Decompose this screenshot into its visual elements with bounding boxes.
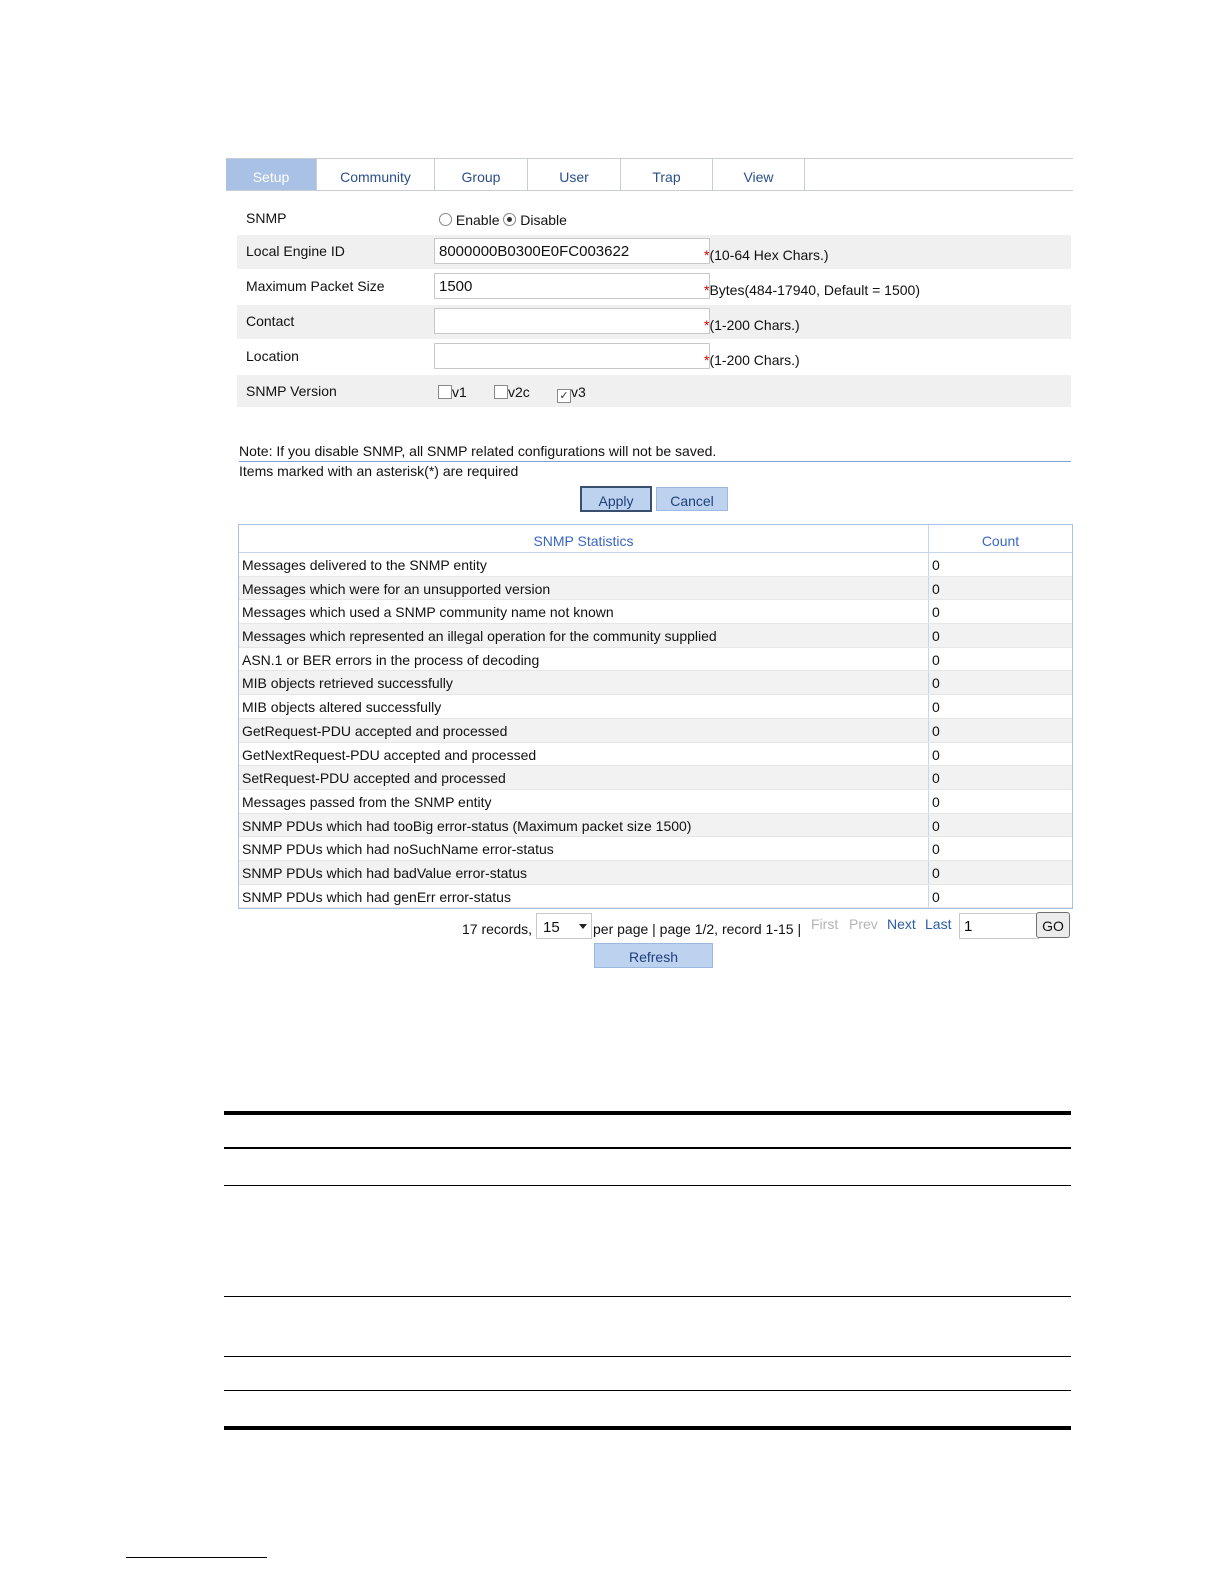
engine-id-hint bbox=[704, 247, 829, 263]
engine-id-hint-text: (10-64 Hex Chars.) bbox=[709, 247, 829, 263]
stat-label: MIB objects retrieved successfully bbox=[242, 675, 453, 692]
per-page-select[interactable] bbox=[536, 913, 592, 939]
stat-count: 0 bbox=[928, 553, 940, 576]
v2c-option bbox=[494, 384, 530, 400]
engine-id-input[interactable] bbox=[434, 238, 710, 264]
chevron-down-icon bbox=[579, 924, 587, 929]
contact-row bbox=[237, 305, 1071, 339]
table-header bbox=[239, 525, 1072, 553]
table-body bbox=[239, 553, 1072, 908]
prev-page-link[interactable]: Prev bbox=[849, 916, 878, 932]
tab-user[interactable]: User bbox=[528, 159, 621, 190]
table-row bbox=[239, 861, 1072, 885]
max-packet-hint-text: Bytes(484-17940, Default = 1500) bbox=[709, 282, 920, 298]
table-top-rule bbox=[224, 1111, 1071, 1115]
required-asterisk: * bbox=[704, 352, 710, 368]
stat-label: SetRequest-PDU accepted and processed bbox=[242, 770, 506, 787]
max-packet-label: Maximum Packet Size bbox=[246, 278, 385, 294]
table-row bbox=[239, 553, 1072, 577]
table-row-rule bbox=[224, 1185, 1071, 1186]
snmp-version-row bbox=[237, 375, 1071, 407]
snmp-label: SNMP bbox=[246, 210, 287, 226]
stat-count: 0 bbox=[928, 814, 940, 837]
stat-count: 0 bbox=[928, 648, 940, 671]
snmp-row bbox=[237, 202, 1071, 236]
engine-id-label: Local Engine ID bbox=[246, 243, 345, 259]
v3-option bbox=[557, 384, 586, 403]
stat-label: GetRequest-PDU accepted and processed bbox=[242, 722, 508, 739]
stat-label: Messages which represented an illegal operation for the community supplied bbox=[242, 628, 717, 645]
stat-count: 0 bbox=[928, 790, 940, 813]
table-row bbox=[239, 577, 1072, 601]
stat-label: SNMP PDUs which had noSuchName error-status bbox=[242, 841, 554, 858]
table-row bbox=[239, 814, 1072, 838]
snmp-statistics-table bbox=[238, 524, 1073, 909]
footnote-rule bbox=[126, 1557, 267, 1558]
location-label: Location bbox=[246, 348, 299, 364]
stat-label: GetNextRequest-PDU accepted and processed bbox=[242, 746, 537, 763]
page-number-input[interactable] bbox=[959, 913, 1039, 939]
stat-count: 0 bbox=[928, 837, 940, 860]
location-hint bbox=[704, 352, 800, 368]
header-snmp-statistics: SNMP Statistics bbox=[239, 525, 929, 552]
v2c-label: v2c bbox=[508, 384, 530, 400]
disable-radio[interactable] bbox=[503, 213, 516, 226]
stat-label: MIB objects altered successfully bbox=[242, 699, 442, 716]
table-bottom-rule bbox=[224, 1426, 1071, 1430]
disable-note: Note: If you disable SNMP, all SNMP related configurations will not be saved. bbox=[239, 443, 717, 459]
page-info: per page | page 1/2, record 1-15 | bbox=[593, 921, 802, 937]
table-row bbox=[239, 837, 1072, 861]
header-count: Count bbox=[981, 533, 1020, 549]
table-header-rule bbox=[224, 1147, 1071, 1149]
table-row bbox=[239, 671, 1072, 695]
refresh-button[interactable]: Refresh bbox=[594, 943, 713, 968]
stat-count: 0 bbox=[928, 719, 940, 742]
stat-count: 0 bbox=[928, 671, 940, 694]
stat-label: ASN.1 or BER errors in the process of decoding bbox=[242, 651, 540, 668]
engine-id-row bbox=[237, 235, 1071, 269]
cancel-button[interactable]: Cancel bbox=[656, 487, 728, 511]
contact-label: Contact bbox=[246, 313, 295, 329]
location-input[interactable] bbox=[434, 343, 710, 369]
stat-count: 0 bbox=[928, 885, 940, 908]
stat-count: 0 bbox=[928, 695, 940, 718]
last-page-link[interactable]: Last bbox=[925, 916, 952, 932]
enable-radio[interactable] bbox=[439, 213, 452, 226]
v3-label: v3 bbox=[571, 384, 586, 400]
table-row-rule bbox=[224, 1296, 1071, 1297]
v1-label: v1 bbox=[452, 384, 467, 400]
stat-label: SNMP PDUs which had tooBig error-status (Maximum packet size 1500) bbox=[242, 817, 692, 834]
records-count: 17 records, bbox=[462, 921, 533, 937]
apply-button[interactable]: Apply bbox=[580, 486, 652, 512]
table-row bbox=[239, 600, 1072, 624]
go-button[interactable]: GO bbox=[1036, 912, 1070, 938]
stat-label: Messages delivered to the SNMP entity bbox=[242, 557, 487, 573]
contact-hint-text: (1-200 Chars.) bbox=[709, 317, 800, 333]
per-page-value: 15 bbox=[543, 919, 560, 936]
stat-count: 0 bbox=[928, 766, 940, 789]
stat-count: 0 bbox=[928, 861, 940, 884]
location-row bbox=[237, 340, 1071, 374]
tab-setup[interactable]: Setup bbox=[226, 159, 317, 190]
table-row-rule bbox=[224, 1356, 1071, 1357]
tab-community[interactable]: Community bbox=[317, 159, 435, 190]
stat-count: 0 bbox=[928, 743, 940, 766]
stat-count: 0 bbox=[928, 624, 940, 647]
v3-checkbox[interactable]: ✓ bbox=[557, 389, 571, 403]
stat-label: SNMP PDUs which had badValue error-status bbox=[242, 864, 528, 881]
table-row-rule bbox=[224, 1390, 1071, 1391]
required-asterisk: * bbox=[704, 247, 710, 263]
table-row bbox=[239, 719, 1072, 743]
table-row bbox=[239, 766, 1072, 790]
contact-hint bbox=[704, 317, 800, 333]
note-divider bbox=[239, 461, 1071, 462]
contact-input[interactable] bbox=[434, 308, 710, 334]
stat-count: 0 bbox=[928, 600, 940, 623]
stat-label: Messages which used a SNMP community name not known bbox=[242, 604, 614, 621]
table-row bbox=[239, 695, 1072, 719]
location-hint-text: (1-200 Chars.) bbox=[709, 352, 800, 368]
required-note: Items marked with an asterisk(*) are required bbox=[239, 463, 519, 479]
table-row bbox=[239, 743, 1072, 767]
tab-trap[interactable]: Trap bbox=[621, 159, 713, 190]
table-row bbox=[239, 885, 1072, 909]
v1-checkbox[interactable] bbox=[438, 385, 452, 399]
max-packet-row bbox=[237, 270, 1071, 304]
max-packet-hint bbox=[704, 282, 920, 298]
disable-label: Disable bbox=[520, 212, 567, 228]
stat-label: Messages passed from the SNMP entity bbox=[242, 793, 492, 810]
first-page-link[interactable]: First bbox=[811, 916, 839, 932]
tab-bar bbox=[226, 158, 1073, 191]
table-row bbox=[239, 790, 1072, 814]
v2c-checkbox[interactable] bbox=[494, 385, 508, 399]
next-page-link[interactable]: Next bbox=[887, 916, 916, 932]
tab-view[interactable]: View bbox=[713, 159, 805, 190]
max-packet-input[interactable] bbox=[434, 273, 710, 299]
stat-label: SNMP PDUs which had genErr error-status bbox=[242, 888, 511, 905]
table-row bbox=[239, 624, 1072, 648]
table-row bbox=[239, 648, 1072, 672]
stat-count: 0 bbox=[928, 577, 940, 600]
stat-label: Messages which were for an unsupported version bbox=[242, 580, 551, 597]
enable-label: Enable bbox=[455, 212, 500, 228]
v1-option bbox=[438, 384, 467, 400]
required-asterisk: * bbox=[704, 282, 710, 298]
snmp-radio-group bbox=[439, 212, 567, 228]
tab-group[interactable]: Group bbox=[435, 159, 528, 190]
required-asterisk: * bbox=[704, 317, 710, 333]
pager bbox=[462, 912, 1082, 938]
snmp-version-label: SNMP Version bbox=[246, 383, 337, 399]
